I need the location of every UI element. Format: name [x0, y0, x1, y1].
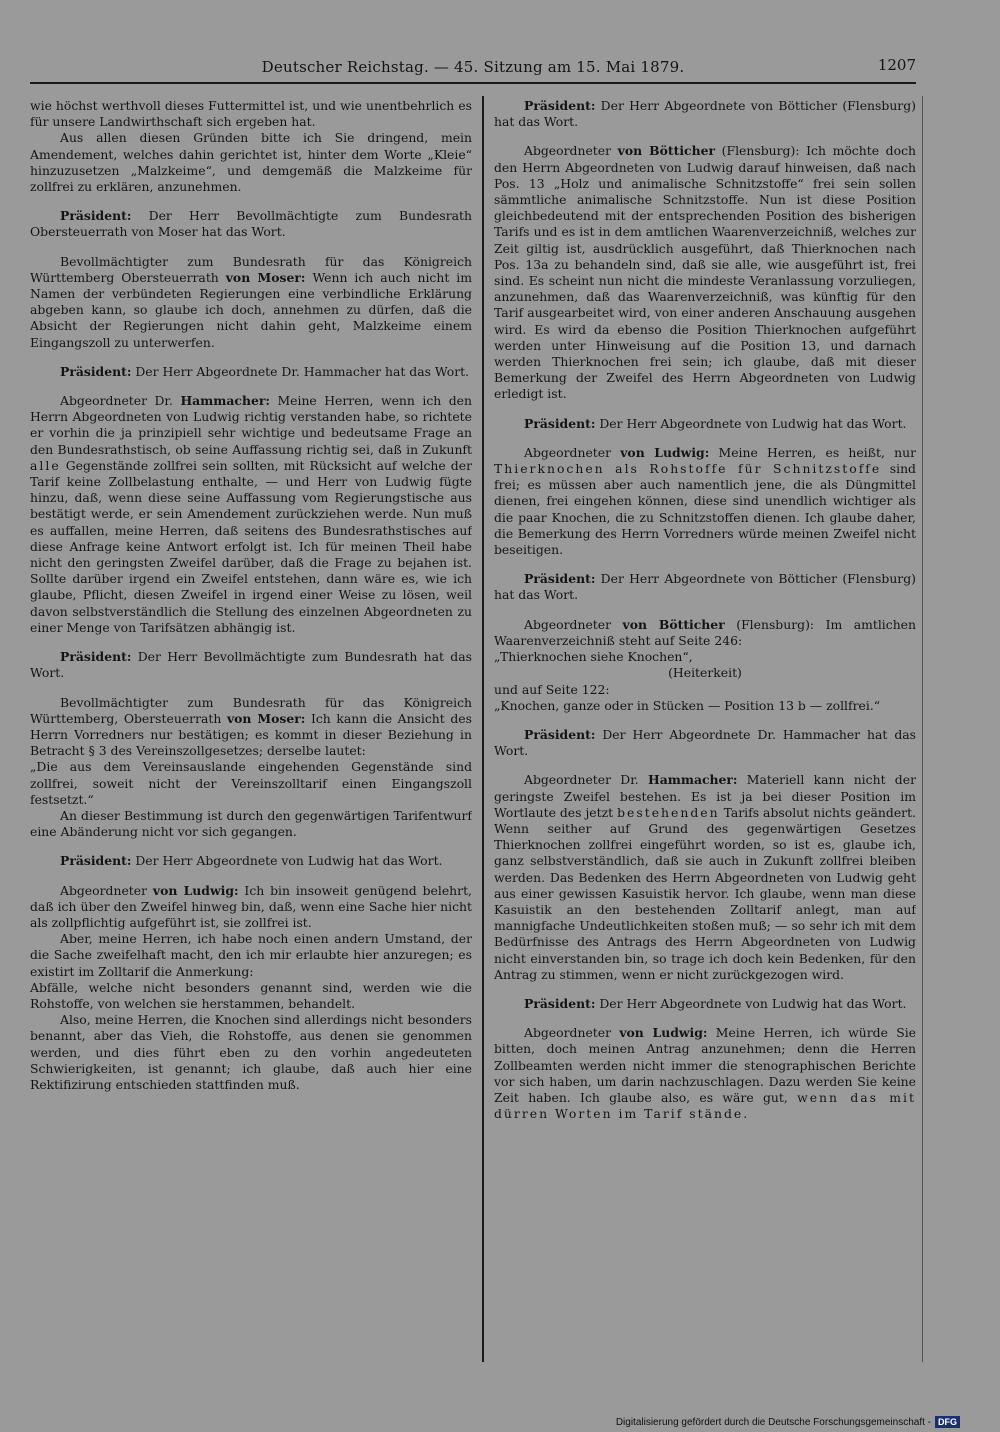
speech-text: sind frei; es müssen aber auch namentlich jene, die als Düngmittel dienen, frei eingehen können, diese sind unendlich wichtiger als die paar Knochen, die zu Schnitzstoffen dienen. Ich glaube daher, die Bemerkung des Herrn Vorredners würde meinen Zweifel nicht beseitigen.	[494, 461, 916, 558]
speaker-name: Präsident:	[524, 726, 596, 742]
speaker-name: von Ludwig:	[619, 1025, 708, 1041]
speaker-name: Präsident:	[524, 98, 596, 113]
speech-text: Der Herr Bevollmächtigte zum Bundesrath Obersteuerrath von Moser hat das Wort.	[30, 208, 472, 240]
speech-block	[30, 393, 472, 636]
speaker-name: von Moser:	[226, 710, 306, 726]
speech-text: Der Herr Abgeordnete von Bötticher (Flensburg) hat das Wort.	[494, 98, 916, 130]
dfg-logo: DFG	[935, 1416, 960, 1428]
speaker-name: Präsident:	[60, 853, 132, 869]
speech-block	[494, 772, 916, 983]
paragraph: Also, meine Herren, die Knochen sind allerdings nicht besonders benannt, aber das Vieh, die Rohstoffe, aus denen sie genommen werden, und dies führt eben zu den vorhin angedeuteten Schwierigkeiten, ist genannt; ich glaube, daß auch hier eine Rektifizirung entschieden stattfinden muß.	[30, 1012, 472, 1092]
speech-block	[494, 416, 916, 432]
speaker-name: von Bötticher	[617, 143, 716, 159]
speaker-name: Präsident:	[524, 995, 596, 1011]
speech-block	[30, 364, 472, 380]
speech-block	[30, 208, 472, 240]
speech-text: Der Herr Abgeordnete Dr. Hammacher hat das Wort.	[131, 363, 470, 379]
speaker-name: Hammacher:	[180, 393, 270, 409]
quotation: „Die aus dem Vereinsauslande eingehenden Gegenstände sind zollfrei, soweit nicht der Vereinszolltarif einen Eingangszoll festsetzt.“	[30, 759, 472, 807]
speech-text: Tarifs absolut nichts geändert. Wenn seither auf Grund des gegenwärtigen Gesetzes Thierknochen zollfrei eingeführt worden, so ist es, glaube ich, ganz selbstverständlich, daß sie auch in Zukunft zollfrei bleiben werden. Das Bedenken des Herrn Abgeordneten von Ludwig geht aus einer gewissen Kasuistik hervor. Ich glaube, wenn man diese Kasuistik an den bestehenden Zolltarif anlegt, man auf mannigfache Undeutlichkeiten stoßen muß; — so sehr ich mit dem Bedürfnisse des Antrags des Herrn Abgeordneten von Ludwig nicht einverstanden bin, so trage ich doch kein Bedenken, für den Antrag zu stimmen, wenn er nicht zurückgezogen wird.	[494, 804, 916, 982]
stage-direction: (Heiterkeit)	[668, 665, 742, 681]
page-edge-line	[922, 96, 923, 1362]
speech-text: Meine Herren, ich würde Sie bitten, doch meinen Antrag anzunehmen; denn die Herren Zollbeamten werden nicht immer die stenographischen Berichte vor sich haben, um darin nachzuschlagen. Dazu werden Sie keine Zeit haben. Ich glaube also, es wäre gut,	[494, 1025, 916, 1105]
speech-block	[494, 617, 916, 714]
speech-text: Der Herr Bevollmächtigte zum Bundesrath hat das Wort.	[30, 649, 472, 681]
speaker-name: von Ludwig:	[620, 444, 710, 460]
speaker-name: von Ludwig:	[152, 882, 239, 898]
speech-block	[494, 996, 916, 1012]
speech-text: Der Herr Abgeordnete von Ludwig hat das Wort.	[131, 853, 443, 869]
quotation: „Thierknochen siehe Knochen“,	[494, 649, 693, 665]
speaker-intro: Abgeordneter Dr.	[60, 393, 181, 409]
emphasized-text: Thierknochen als Rohstoffe für Schnitzstoffe	[494, 461, 882, 477]
digitization-credit	[616, 1416, 960, 1428]
speech-block	[494, 98, 916, 130]
speaker-intro: Abgeordneter	[60, 882, 153, 898]
left-column	[30, 98, 472, 1356]
speaker-name: Hammacher:	[647, 772, 738, 788]
speech-text: Ich kann die Ansicht des Herrn Vorredners nur bestätigen; es kommt in dieser Beziehung in Betracht § 3 des Vereinszollgesetzes; derselbe lautet:	[30, 710, 472, 759]
emphasized-text: alle	[30, 457, 61, 473]
right-column	[494, 98, 916, 1356]
speaker-name: Präsident:	[60, 363, 132, 379]
running-title: Deutscher Reichstag. — 45. Sitzung am 15. Mai 1879.	[261, 58, 685, 76]
speech-text: Wenn ich auch nicht im Namen der verbündeten Regierungen eine verbindliche Erklärung abgeben kann, so glaube ich doch, annehmen zu dürfen, daß die Absicht der Regierungen nicht dahin geht, Malzkeime einem Eingangszoll zu unterwerfen.	[30, 269, 472, 350]
emphasized-text: bestehenden	[617, 804, 720, 820]
speech-text: Der Herr Abgeordnete von Bötticher (Flensburg) hat das Wort.	[494, 571, 916, 603]
column-divider	[482, 96, 484, 1362]
speaker-intro: Bevollmächtigter zum Bundesrath für das Königreich Württemberg Obersteuerrath	[30, 253, 472, 285]
speaker-intro: Abgeordneter Dr.	[524, 772, 648, 788]
speech-block	[494, 1025, 916, 1122]
speaker-name: Präsident:	[60, 649, 132, 665]
speaker-intro: Abgeordneter	[524, 444, 621, 460]
quotation: „Knochen, ganze oder in Stücken — Position 13 b — zollfrei.“	[494, 697, 881, 713]
paragraph: Aus allen diesen Gründen bitte ich Sie dringend, mein Amendement, welches dahin gerichtet ist, hinter dem Worte „Kleie“ hinzuzusetzen „Malzkeime“, und demgemäß die Malzkeime für zollfrei zu erklären, anzunehmen.	[30, 130, 472, 195]
speaker-intro: Abgeordneter	[524, 616, 623, 632]
speech-block	[30, 883, 472, 1094]
speech-text: Der Herr Abgeordnete Dr. Hammacher hat das Wort.	[494, 726, 916, 759]
speech-block	[30, 695, 472, 841]
credit-text: Digitalisierung gefördert durch die Deutsche Forschungsgemeinschaft -	[615, 1416, 931, 1428]
paragraph: und auf Seite 122:	[494, 681, 610, 697]
speech-text: Der Herr Abgeordnete von Ludwig hat das Wort.	[595, 995, 907, 1011]
speaker-name: von Moser:	[225, 269, 306, 285]
emphasized-text: wenn das mit dürren Worten im Tarif stände.	[494, 1089, 916, 1122]
speech-block	[30, 853, 472, 869]
paragraph: Aber, meine Herren, ich habe noch einen andern Umstand, der die Sache zweifelhaft macht, den ich mir erlaubte hier anzuregen; es existirt im Zolltarif die Anmerkung:	[30, 931, 472, 979]
continuation-block	[30, 98, 472, 195]
speech-text: Meine Herren, es heißt, nur	[709, 444, 916, 460]
speech-text: Gegenstände zollfrei sein sollten, mit Rücksicht auf welche der Tarif keine Zollbelastung enthalte, — und Herr von Ludwig fügte hinzu, daß, wenn diese seine Auffassung vom Regierungstische aus bestätigt werde, er sein Amendement zurückziehen werde. Nun muß es auffallen, meine Herren, daß seitens des Bundesrathstisches auf diese Anfrage keine Antwort erfolgt ist. Ich für meinen Theil habe nicht den geringsten Zweifel darüber, daß die Frage zu bejahen ist. Sollte darüber irgend ein Zweifel entstehen, dann wäre es, wie ich glaube, Pflicht, diesen Zweifel in irgend einer Weise zu lösen, weil davon selbstverständlich die Stellung des einzelnen Abgeordneten zu einer Menge von Tarifsätzen abhängig ist.	[30, 457, 472, 635]
speech-text: (Flensburg): Ich möchte doch den Herrn Abgeordneten von Ludwig darauf hinweisen, daß nach Pos. 13 „Holz und animalische Schnitzstoffe“ frei sein sollen sämmtliche animalische Schnitzstoffe. Nun ist diese Position gleichbedeutend mit der entsprechenden Position des bisherigen Tarifs und es ist in dem amtlichen Waarenverzeichniß, welches zur Zeit giltig ist, ausdrücklich ausgeführt, daß Thierknochen nach Pos. 13a zu behandeln sind, daß sie alle, wie ausgeführt ist, frei sind. Es scheint nun nicht die mindeste Veranlassung vorzuliegen, anzunehmen, daß das Waarenverzeichniß, was künftig für den Tarif ausgearbeitet wird, von einer anderen Anschauung ausgehen wird. Es wird da ebenso die Position Thierknochen aufgeführt werden unter Hinweisung auf die Position 13, und darnach werden Thierknochen frei sein; ich glaube, daß mit dieser Bemerkung der Zweifel des Herrn Abgeordneten von Ludwig erledigt ist.	[494, 143, 916, 402]
speech-block	[30, 649, 472, 681]
speech-text: (Flensburg): Im amtlichen Waarenverzeichniß steht auf Seite 246:	[494, 616, 916, 648]
page-header	[30, 52, 916, 84]
speaker-intro: Bevollmächtigter zum Bundesrath für das Königreich Württemberg, Obersteuerrath	[30, 694, 472, 726]
quotation: Abfälle, welche nicht besonders genannt sind, werden wie die Rohstoffe, von welchen sie herstammen, behandelt.	[30, 979, 472, 1011]
speaker-intro: Abgeordneter	[524, 1025, 620, 1041]
speaker-intro: Abgeordneter	[524, 143, 618, 159]
paragraph: wie höchst werthvoll dieses Futtermittel ist, und wie unentbehrlich es für unsere Landwirthschaft sich ergeben hat.	[30, 98, 472, 130]
speech-text: Ich bin insoweit genügend belehrt, daß ich über den Zweifel hinweg bin, daß, wenn eine Sache hier nicht als zollpflichtig aufgeführt ist, sie zollfrei ist.	[30, 882, 472, 930]
speaker-name: Präsident:	[524, 415, 596, 431]
speech-block	[494, 727, 916, 759]
paragraph: An dieser Bestimmung ist durch den gegenwärtigen Tarifentwurf eine Abänderung nicht vor sich gegangen.	[30, 807, 472, 840]
speech-text: Materiell kann nicht der geringste Zweifel bestehen. Es ist ja bei dieser Position im Wortlaute des jetzt	[494, 772, 916, 820]
speech-text: Der Herr Abgeordnete von Ludwig hat das Wort.	[595, 415, 907, 431]
speaker-name: Präsident:	[524, 571, 596, 587]
speech-block	[494, 445, 916, 558]
speech-block	[30, 254, 472, 351]
speaker-name: Präsident:	[60, 208, 132, 224]
speech-block	[494, 143, 916, 402]
speech-text: Meine Herren, wenn ich den Herrn Abgeordneten von Ludwig richtig verstanden habe, so richtete er vorhin die ja prinzipiell sehr wichtige und bedeutsame Frage an den Bundesrathstisch, ob seine Auffassung richtig sei, daß in Zukunft	[30, 393, 472, 457]
page-number: 1207	[877, 56, 916, 74]
speech-block	[494, 571, 916, 603]
speaker-name: von Bötticher	[622, 616, 725, 632]
